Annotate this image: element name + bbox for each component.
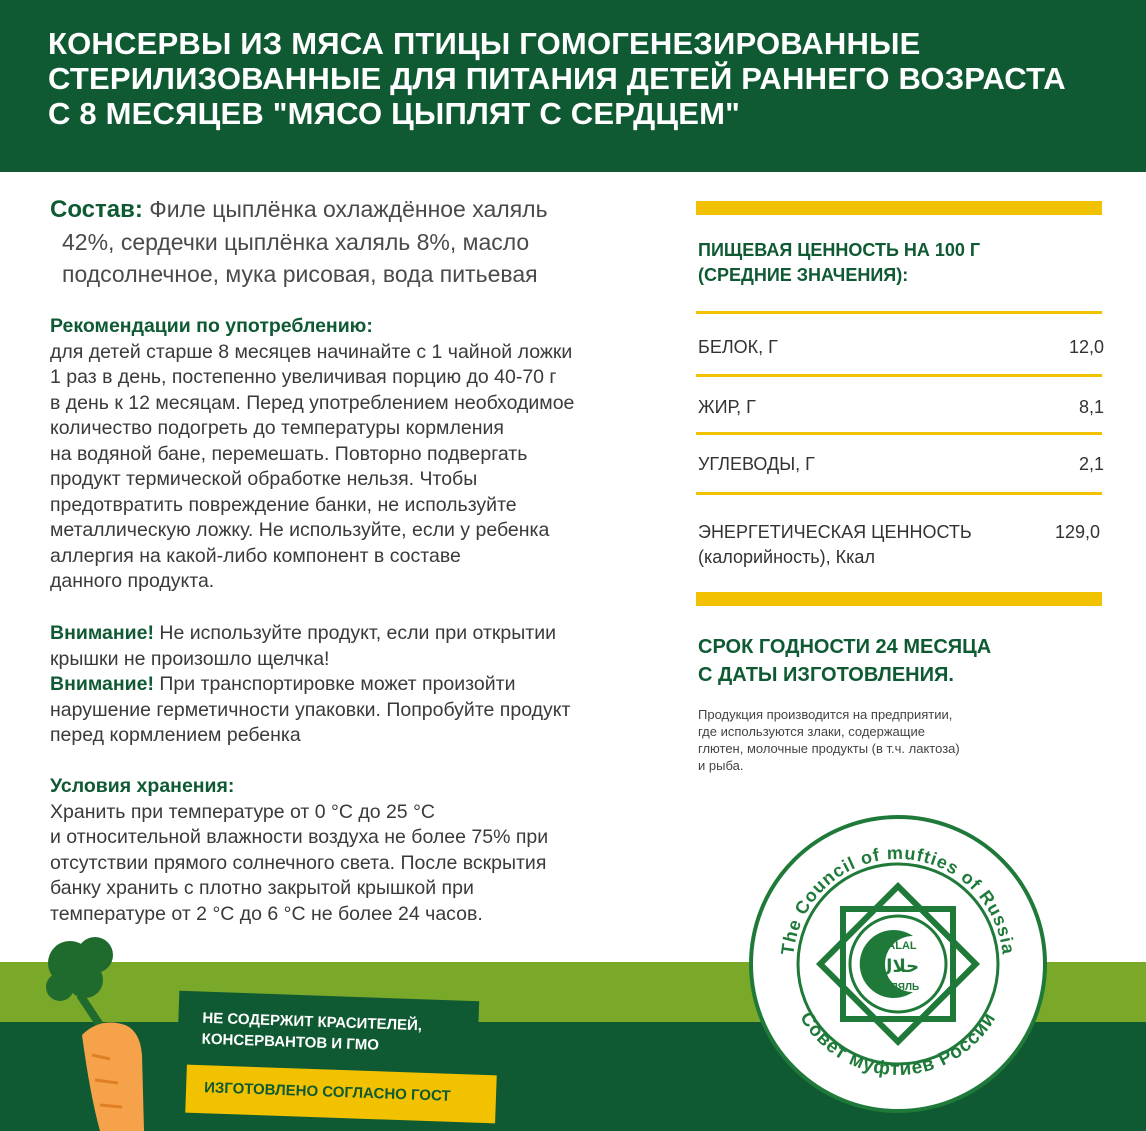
seal-halal-en: HALAL bbox=[879, 940, 917, 952]
product-title bbox=[48, 26, 1108, 131]
nutrition-divider bbox=[696, 374, 1102, 377]
carrot-icon bbox=[40, 935, 190, 1131]
warnings-section bbox=[50, 621, 570, 749]
recommendations-text: на водяной бане, перемешать. Повторно подвергать bbox=[50, 442, 528, 465]
recommendations-text: для детей старше 8 месяцев начинайте с 1 чайной ложки bbox=[50, 340, 573, 363]
warning-label: Внимание! bbox=[50, 673, 154, 695]
nutrition-bottom-bar bbox=[696, 592, 1102, 606]
shelf-life-line: С ДАТЫ ИЗГОТОВЛЕНИЯ. bbox=[698, 664, 954, 686]
gost-text: ИЗГОТОВЛЕНО СОГЛАСНО ГОСТ bbox=[203, 1079, 451, 1105]
nutrition-title-line: (СРЕДНИЕ ЗНАЧЕНИЯ): bbox=[698, 265, 909, 285]
recommendations-text: аллергия на какой-либо компонент в составе bbox=[50, 544, 461, 567]
warning-text: нарушение герметичности упаковки. Попробуйте продукт bbox=[50, 698, 571, 721]
nutrition-divider bbox=[696, 492, 1102, 495]
title-line: СТЕРИЛИЗОВАННЫЕ ДЛЯ ПИТАНИЯ ДЕТЕЙ РАННЕГО ВОЗРАСТА bbox=[48, 61, 1066, 96]
warning-text: перед кормлением ребенка bbox=[50, 724, 301, 746]
recommendations-text: 1 раз в день, постепенно увеличивая порцию до 40-70 г bbox=[50, 366, 557, 388]
production-note bbox=[698, 706, 960, 774]
seal-halal-ar: حلال bbox=[876, 956, 920, 977]
header-banner bbox=[0, 0, 1146, 172]
no-additives-line: КОНСЕРВАНТОВ И ГМО bbox=[201, 1030, 380, 1054]
composition-text: 42%, сердечки цыплёнка халяль 8%, масло bbox=[62, 229, 530, 255]
recommendations-text: количество подогреть до температуры кормления bbox=[50, 417, 504, 439]
storage-text: Хранить при температуре от 0 °С до 25 °С bbox=[50, 800, 435, 823]
title-line: С 8 МЕСЯЦЕВ "МЯСО ЦЫПЛЯТ С СЕРДЦЕМ" bbox=[48, 96, 741, 131]
nutrition-title-line: ПИЩЕВАЯ ЦЕННОСТЬ НА 100 Г bbox=[698, 240, 981, 260]
recommendations-text: металлическую ложку. Не используйте, если у ребенка bbox=[50, 519, 550, 541]
storage-section bbox=[50, 774, 548, 927]
composition-text: Филе цыплёнка охлаждённое халяль bbox=[149, 196, 548, 222]
seal-halal-ru: ХАЛЯЛЬ bbox=[876, 982, 920, 993]
storage-text: и относительной влажности воздуха не более 75% при bbox=[50, 826, 549, 848]
nutrient-value: 8,1 bbox=[1078, 397, 1104, 417]
nutrition-divider bbox=[696, 311, 1102, 314]
nutrient-value: 2,1 bbox=[1078, 454, 1104, 474]
title-line: КОНСЕРВЫ ИЗ МЯСА ПТИЦЫ ГОМОГЕНЕЗИРОВАННЫЕ bbox=[48, 26, 921, 61]
nutrition-title bbox=[698, 238, 980, 288]
nutrient-name: БЕЛОК, Г bbox=[698, 337, 778, 357]
nutrition-divider bbox=[696, 432, 1102, 435]
recommendations-text: предотвратить повреждение банки, не используйте bbox=[50, 493, 517, 516]
no-additives-line: НЕ СОДЕРЖИТ КРАСИТЕЛЕЙ, bbox=[202, 1009, 423, 1035]
nutrient-name: ЖИР, Г bbox=[698, 397, 756, 417]
warning-text: При транспортировке может произойти bbox=[159, 673, 516, 695]
halal-seal bbox=[748, 814, 1048, 1114]
warning-text: Не используйте продукт, если при открытии bbox=[159, 622, 556, 644]
storage-text: температуре от 2 °С до 6 °С не более 24 часов. bbox=[50, 902, 483, 925]
production-note-line: и рыба. bbox=[698, 758, 744, 773]
warning-label: Внимание! bbox=[50, 622, 154, 644]
recommendations-text: данного продукта. bbox=[50, 570, 215, 592]
composition-section bbox=[50, 193, 650, 290]
energy-name-line: ЭНЕРГЕТИЧЕСКАЯ ЦЕННОСТЬ bbox=[698, 522, 972, 542]
storage-text: банку хранить с плотно закрытой крышкой при bbox=[50, 877, 474, 899]
recommendations-heading: Рекомендации по употреблению: bbox=[50, 315, 373, 337]
production-note-line: Продукция производится на предприятии, bbox=[698, 707, 953, 722]
nutrient-value: 129,0 bbox=[1054, 522, 1100, 542]
warning-text: крышки не произошло щелчка! bbox=[50, 647, 330, 670]
nutrient-name: УГЛЕВОДЫ, Г bbox=[698, 454, 815, 474]
recommendations-text: продукт термической обработке нельзя. Чтобы bbox=[50, 468, 478, 490]
recommendations-text: в день к 12 месяцам. Перед употреблением необходимое bbox=[50, 391, 575, 414]
production-note-line: глютен, молочные продукты (в т.ч. лактоза) bbox=[698, 741, 960, 756]
recommendations-section bbox=[50, 314, 574, 595]
storage-heading: Условия хранения: bbox=[50, 775, 235, 797]
shelf-life bbox=[698, 633, 991, 689]
shelf-life-line: СРОК ГОДНОСТИ 24 МЕСЯЦА bbox=[698, 636, 992, 658]
nutrient-name bbox=[698, 520, 972, 570]
storage-text: отсутствии прямого солнечного света. После вскрытия bbox=[50, 851, 547, 874]
nutrition-top-bar bbox=[696, 201, 1102, 215]
production-note-line: где используются злаки, содержащие bbox=[698, 724, 925, 739]
composition-label: Состав: bbox=[50, 196, 143, 223]
seal-text-en: The Council of mufties of Russia bbox=[777, 842, 1019, 956]
nutrient-value: 12,0 bbox=[1068, 337, 1104, 357]
no-additives-banner bbox=[177, 991, 479, 1075]
energy-name-line: (калорийность), Ккал bbox=[698, 547, 875, 567]
composition-text: подсолнечное, мука рисовая, вода питьевая bbox=[62, 261, 538, 287]
seal-text-ru: Совет муфтиев России bbox=[795, 1008, 1001, 1081]
